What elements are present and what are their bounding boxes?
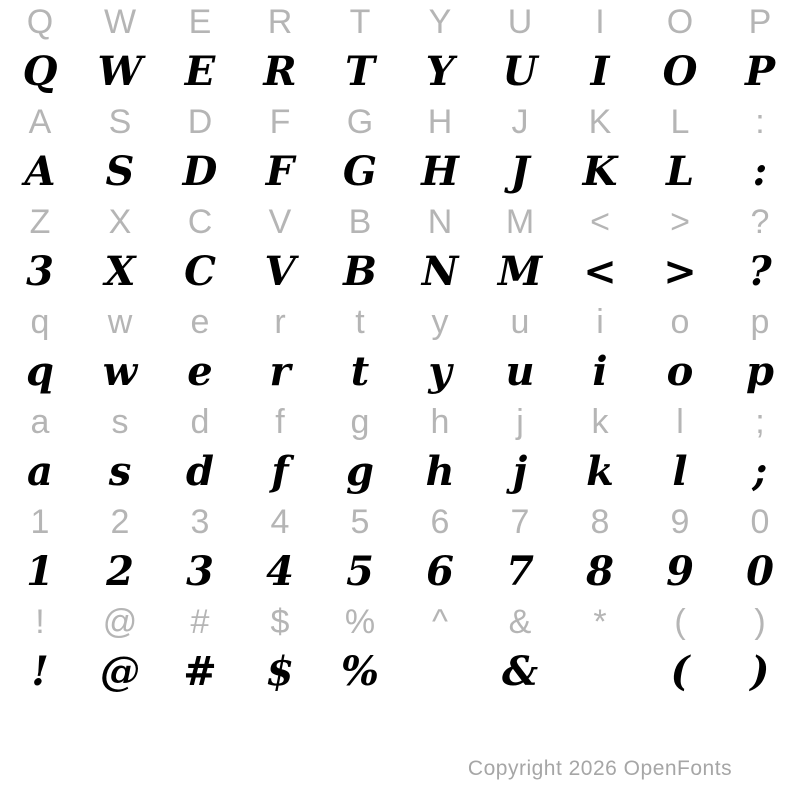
- script-character: o: [666, 348, 694, 395]
- reference-character: (: [674, 603, 686, 641]
- script-character: u: [505, 348, 535, 395]
- reference-character: 8: [590, 503, 610, 541]
- script-character: C: [184, 248, 216, 295]
- reference-character: 7: [510, 503, 530, 541]
- reference-character: T: [349, 3, 371, 41]
- specimen-row-pair: [0, 400, 800, 500]
- script-character: Q: [22, 48, 58, 95]
- reference-character-row: [0, 0, 800, 44]
- script-character: K: [582, 148, 618, 195]
- script-character: 6: [426, 548, 454, 595]
- reference-character: *: [593, 603, 607, 641]
- script-character-row: [0, 244, 800, 300]
- script-character-row: [0, 344, 800, 400]
- script-character: T: [345, 48, 375, 95]
- reference-character: s: [111, 403, 129, 441]
- reference-character: U: [507, 3, 533, 41]
- script-character: (: [670, 648, 690, 695]
- reference-character: C: [187, 203, 213, 241]
- script-character: l: [672, 448, 688, 495]
- reference-character: h: [430, 403, 450, 441]
- script-character: 4: [266, 548, 294, 595]
- reference-character: 2: [110, 503, 130, 541]
- script-character: #: [183, 648, 217, 695]
- reference-character: j: [516, 403, 524, 441]
- reference-character: 3: [190, 503, 210, 541]
- script-character: k: [586, 448, 614, 495]
- reference-character: M: [505, 203, 535, 241]
- reference-character: #: [190, 603, 210, 641]
- reference-character: Z: [29, 203, 51, 241]
- script-character: q: [26, 348, 54, 395]
- reference-character: D: [187, 103, 213, 141]
- script-character: %: [340, 648, 379, 695]
- script-character: d: [186, 448, 214, 495]
- script-character: I: [590, 48, 610, 95]
- script-character: B: [343, 248, 377, 295]
- script-character: Y: [425, 48, 455, 95]
- script-character: e: [187, 348, 213, 395]
- reference-character: >: [670, 203, 690, 241]
- script-character: a: [27, 448, 53, 495]
- script-character: &: [501, 648, 539, 695]
- script-character: p: [746, 348, 774, 395]
- script-character: V: [264, 248, 296, 295]
- reference-character: ): [754, 603, 766, 641]
- reference-character: r: [274, 303, 286, 341]
- script-character: j: [512, 448, 528, 495]
- reference-character: S: [108, 103, 132, 141]
- script-character-row: [0, 544, 800, 600]
- script-character: i: [592, 348, 608, 395]
- script-character: S: [105, 148, 135, 195]
- reference-character: F: [269, 103, 291, 141]
- reference-character: 5: [350, 503, 370, 541]
- script-character: 2: [106, 548, 134, 595]
- script-character-row: [0, 644, 800, 700]
- script-character: 5: [346, 548, 374, 595]
- reference-character: X: [108, 203, 132, 241]
- script-character: w: [102, 348, 138, 395]
- script-character: W: [97, 48, 143, 95]
- specimen-row-pair: [0, 300, 800, 400]
- script-character: r: [269, 348, 291, 395]
- reference-character: ^: [432, 603, 448, 641]
- reference-character: !: [35, 603, 45, 641]
- reference-character: P: [748, 3, 772, 41]
- reference-character: E: [188, 3, 212, 41]
- reference-character: %: [344, 603, 376, 641]
- specimen-row-pair: [0, 100, 800, 200]
- specimen-row-pair: [0, 500, 800, 600]
- reference-character: 1: [30, 503, 50, 541]
- reference-character-row: [0, 100, 800, 144]
- script-character: t: [350, 348, 370, 395]
- reference-character: O: [666, 3, 694, 41]
- reference-character: N: [427, 203, 453, 241]
- script-character: R: [263, 48, 297, 95]
- reference-character: 0: [750, 503, 770, 541]
- reference-character: G: [346, 103, 374, 141]
- script-character: A: [24, 148, 56, 195]
- script-character: J: [510, 148, 530, 195]
- script-character-row: [0, 144, 800, 200]
- reference-character-row: [0, 500, 800, 544]
- script-character: @: [100, 648, 140, 695]
- script-character: ?: [748, 248, 772, 295]
- script-character: s: [108, 448, 132, 495]
- reference-character: i: [596, 303, 604, 341]
- reference-character: <: [590, 203, 610, 241]
- reference-character: a: [30, 403, 50, 441]
- copyright-watermark: Copyright 2026 OpenFonts: [467, 757, 733, 780]
- script-character: O: [662, 48, 698, 95]
- script-character: 7: [506, 548, 534, 595]
- reference-character: I: [595, 3, 605, 41]
- specimen-row-pair: [0, 0, 800, 100]
- script-character: L: [665, 148, 695, 195]
- reference-character: f: [275, 403, 285, 441]
- script-character: 9: [666, 548, 694, 595]
- reference-character: K: [588, 103, 612, 141]
- script-character: U: [502, 48, 538, 95]
- reference-character: t: [355, 303, 365, 341]
- script-character: ;: [752, 448, 768, 495]
- script-character: X: [104, 248, 136, 295]
- reference-character: $: [270, 603, 290, 641]
- script-character: P: [744, 48, 776, 95]
- reference-character: 9: [670, 503, 690, 541]
- reference-character: Y: [428, 3, 452, 41]
- script-character: H: [421, 148, 459, 195]
- script-character: y: [428, 348, 452, 395]
- script-character: <: [583, 248, 617, 295]
- reference-character: w: [107, 303, 133, 341]
- reference-character-row: [0, 400, 800, 444]
- reference-character: L: [670, 103, 690, 141]
- reference-character: k: [591, 403, 609, 441]
- reference-character: 6: [430, 503, 450, 541]
- reference-character-row: [0, 300, 800, 344]
- reference-character: A: [28, 103, 52, 141]
- script-character: D: [182, 148, 218, 195]
- reference-character: @: [102, 603, 138, 641]
- reference-character: &: [508, 603, 532, 641]
- reference-character: y: [431, 303, 449, 341]
- script-character: 3: [186, 548, 214, 595]
- reference-character: ?: [750, 203, 770, 241]
- script-character: F: [265, 148, 295, 195]
- reference-character: p: [750, 303, 770, 341]
- reference-character: l: [676, 403, 684, 441]
- script-character: >: [663, 248, 697, 295]
- reference-character: e: [190, 303, 210, 341]
- script-character: !: [31, 648, 49, 695]
- reference-character: q: [30, 303, 50, 341]
- script-character: M: [497, 248, 543, 295]
- reference-character: R: [267, 3, 293, 41]
- reference-character: 4: [270, 503, 290, 541]
- reference-character: g: [350, 403, 370, 441]
- specimen-row-pair: [0, 600, 800, 700]
- script-character: ): [750, 648, 770, 695]
- reference-character: u: [510, 303, 530, 341]
- script-character: :: [752, 148, 768, 195]
- specimen-row-pair: [0, 200, 800, 300]
- script-character: 0: [746, 548, 774, 595]
- script-character: h: [425, 448, 455, 495]
- reference-character: J: [511, 103, 529, 141]
- script-character-row: [0, 44, 800, 100]
- reference-character: Q: [26, 3, 54, 41]
- reference-character: W: [103, 3, 137, 41]
- reference-character: H: [427, 103, 453, 141]
- script-character: 1: [26, 548, 54, 595]
- script-character: E: [184, 48, 216, 95]
- script-character: f: [271, 448, 289, 495]
- reference-character: V: [268, 203, 292, 241]
- reference-character: ;: [755, 403, 765, 441]
- script-character-row: [0, 444, 800, 500]
- script-character: 8: [586, 548, 614, 595]
- reference-character: B: [348, 203, 372, 241]
- reference-character: o: [670, 303, 690, 341]
- reference-character: :: [755, 103, 765, 141]
- script-character: N: [421, 248, 459, 295]
- script-character: 3: [26, 248, 54, 295]
- script-character: $: [266, 648, 294, 695]
- reference-character: d: [190, 403, 210, 441]
- reference-character-row: [0, 600, 800, 644]
- script-character: G: [342, 148, 378, 195]
- script-character: g: [346, 448, 374, 495]
- reference-character-row: [0, 200, 800, 244]
